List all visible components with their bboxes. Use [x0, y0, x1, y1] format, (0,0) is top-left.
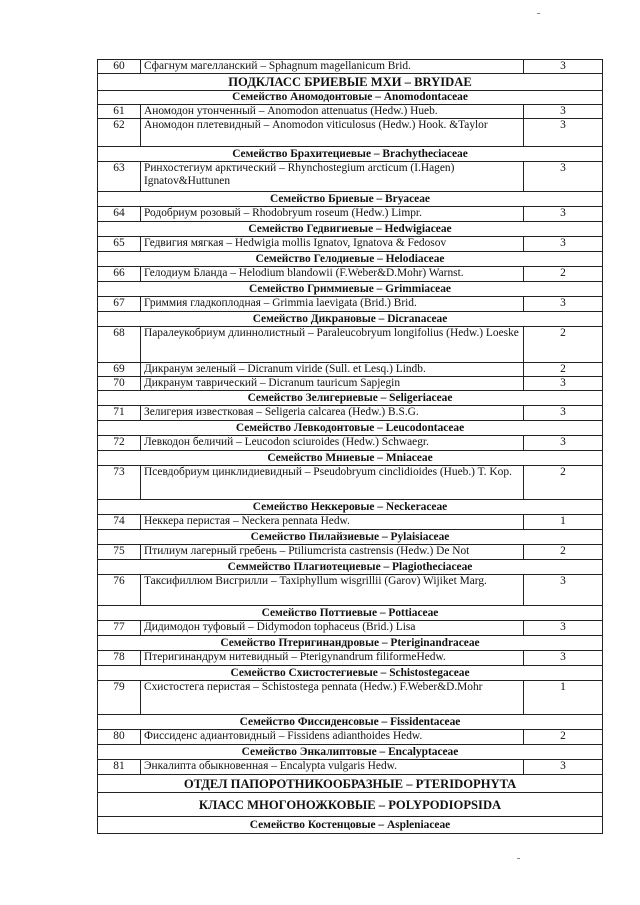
row-number: 76: [98, 575, 141, 606]
section-header-row: [98, 391, 603, 406]
species-name: Паралеукобриум длиннолистный – Paraleucobryum longifolius (Hedw.) Loeske: [141, 327, 524, 363]
section-header: Семейство Неккеровые – Neckeraceae: [98, 500, 603, 515]
row-number: 80: [98, 730, 141, 745]
section-header: Семейство Мниевые – Mniaceae: [98, 451, 603, 466]
table-row: [98, 681, 603, 715]
species-name: Птилиум лагерный гребень – Ptiliumcrista castrensis (Hedw.) De Not: [141, 545, 524, 560]
species-name: Сфагнум магелланский – Sphagnum magellanicum Brid.: [141, 60, 524, 74]
section-header: Семейство Костенцовые – Aspleniaceae: [98, 817, 603, 834]
category-value: 3: [524, 207, 603, 222]
table-row: [98, 60, 603, 74]
category-value: 1: [524, 515, 603, 530]
row-number: 66: [98, 267, 141, 282]
species-name: Аномодон утонченный – Anomodon attenuatus (Hedw.) Hueb.: [141, 105, 524, 119]
row-number: 78: [98, 651, 141, 666]
species-name: Дидимодон туфовый – Didymodon tophaceus (Brid.) Lisa: [141, 621, 524, 636]
row-number: 79: [98, 681, 141, 715]
section-header: Семейство Гедвигиевые – Hedwigiaceae: [98, 222, 603, 237]
row-number: 62: [98, 119, 141, 147]
row-number: 81: [98, 760, 141, 775]
row-number: 75: [98, 545, 141, 560]
table-row: [98, 406, 603, 421]
section-header: Семейство Поттиевые – Pottiaceae: [98, 606, 603, 621]
table-row: [98, 575, 603, 606]
section-header-row: [98, 222, 603, 237]
table-row: [98, 105, 603, 119]
row-number: 73: [98, 466, 141, 500]
category-value: 2: [524, 327, 603, 363]
category-value: 1: [524, 681, 603, 715]
scan-speck: [517, 858, 520, 859]
species-name: Зелигерия известковая – Seligeria calcarea (Hedw.) B.S.G.: [141, 406, 524, 421]
section-header-row: [98, 282, 603, 297]
row-number: 61: [98, 105, 141, 119]
category-value: 3: [524, 237, 603, 252]
table-row: [98, 545, 603, 560]
section-header: Семейство Бриевые – Bryaceae: [98, 192, 603, 207]
species-table-body: [98, 60, 603, 834]
row-number: 70: [98, 377, 141, 391]
section-header-row: [98, 74, 603, 91]
section-header: Семейство Гриммиевые – Grimmiaceae: [98, 282, 603, 297]
category-value: 3: [524, 105, 603, 119]
section-header-row: [98, 793, 603, 817]
table-row: [98, 237, 603, 252]
row-number: 63: [98, 162, 141, 192]
section-header-row: [98, 421, 603, 436]
table-row: [98, 162, 603, 192]
section-header-row: [98, 775, 603, 793]
table-row: [98, 760, 603, 775]
row-number: 72: [98, 436, 141, 451]
table-row: [98, 730, 603, 745]
category-value: 2: [524, 363, 603, 377]
category-value: 3: [524, 377, 603, 391]
category-value: 2: [524, 730, 603, 745]
table-row: [98, 363, 603, 377]
species-name: Энкалипта обыкновенная – Encalypta vulgaris Hedw.: [141, 760, 524, 775]
species-name: Птеригинандрум нитевидный – Pterigynandrum filiformeHedw.: [141, 651, 524, 666]
category-value: 3: [524, 406, 603, 421]
section-header: Семейство Аномодонтовые – Anomodontaceae: [98, 91, 603, 105]
section-header-row: [98, 252, 603, 267]
row-number: 60: [98, 60, 141, 74]
species-name: Фиссиденс адиантовидный – Fissidens adianthoides Hedw.: [141, 730, 524, 745]
species-name: Неккера перистая – Neckera pennata Hedw.: [141, 515, 524, 530]
row-number: 77: [98, 621, 141, 636]
species-table: [97, 59, 603, 834]
table-row: [98, 327, 603, 363]
table-row: [98, 119, 603, 147]
category-value: 3: [524, 297, 603, 312]
species-name: Дикранум таврический – Dicranum tauricum Sapjegin: [141, 377, 524, 391]
section-header: Семейство Фиссиденсовые – Fissidentaceae: [98, 715, 603, 730]
category-value: 3: [524, 621, 603, 636]
category-value: 3: [524, 162, 603, 192]
row-number: 67: [98, 297, 141, 312]
table-row: [98, 651, 603, 666]
row-number: 68: [98, 327, 141, 363]
category-value: 3: [524, 760, 603, 775]
section-header: Семмейство Плагиотециевые – Plagiotheciaceae: [98, 560, 603, 575]
section-header: Семейство Дикрановые – Dicranaceae: [98, 312, 603, 327]
section-header-row: [98, 451, 603, 466]
section-header: Семейство Зелигериевые – Seligeriaceae: [98, 391, 603, 406]
row-number: 69: [98, 363, 141, 377]
category-value: 2: [524, 466, 603, 500]
row-number: 74: [98, 515, 141, 530]
section-header: КЛАСС МНОГОНОЖКОВЫЕ – POLYPODIOPSIDA: [98, 793, 603, 817]
species-name: Таксифиллюм Висгрилли – Taxiphyllum wisgrillii (Garov) Wijiket Marg.: [141, 575, 524, 606]
section-header-row: [98, 192, 603, 207]
section-header: Семейство Пилайзиевые – Pylaisiaceae: [98, 530, 603, 545]
section-header-row: [98, 666, 603, 681]
species-name: Ринхостегиум арктический – Rhynchostegium arcticum (I.Hagen) Ignatov&Huttunen: [141, 162, 524, 192]
species-name: Аномодон плетевидный – Anomodon viticulosus (Hedw.) Hook. &Taylor: [141, 119, 524, 147]
section-header: Семейство Брахитециевые – Brachytheciaceae: [98, 147, 603, 162]
section-header-row: [98, 530, 603, 545]
table-row: [98, 207, 603, 222]
section-header-row: [98, 91, 603, 105]
row-number: 64: [98, 207, 141, 222]
section-header-row: [98, 500, 603, 515]
species-name: Гриммия гладкоплодная – Grimmia laevigata (Brid.) Brid.: [141, 297, 524, 312]
table-row: [98, 436, 603, 451]
category-value: 3: [524, 119, 603, 147]
section-header: ОТДЕЛ ПАПОРОТНИКООБРАЗНЫЕ – PTERIDOPHYTA: [98, 775, 603, 793]
category-value: 3: [524, 575, 603, 606]
category-value: 3: [524, 436, 603, 451]
row-number: 65: [98, 237, 141, 252]
table-row: [98, 466, 603, 500]
table-row: [98, 621, 603, 636]
section-header-row: [98, 715, 603, 730]
species-name: Псевдобриум цинклидиевидный – Pseudobryum cinclidioides (Hueb.) T. Kop.: [141, 466, 524, 500]
species-name: Схистостега перистая – Schistostega pennata (Hedw.) F.Weber&D.Mohr: [141, 681, 524, 715]
category-value: 2: [524, 267, 603, 282]
section-header-row: [98, 745, 603, 760]
species-name: Гедвигия мягкая – Hedwigia mollis Ignatov, Ignatova & Fedosov: [141, 237, 524, 252]
category-value: 2: [524, 545, 603, 560]
section-header-row: [98, 312, 603, 327]
section-header-row: [98, 636, 603, 651]
section-header: Семейство Схистостегиевые – Schistostegaceae: [98, 666, 603, 681]
table-row: [98, 377, 603, 391]
section-header: Семейство Птеригинандровые – Pteriginandraceae: [98, 636, 603, 651]
section-header: ПОДКЛАСС БРИЕВЫЕ МХИ – BRYIDAE: [98, 74, 603, 91]
section-header: Семейство Гелодиевые – Helodiaceae: [98, 252, 603, 267]
section-header: Семейство Левкодонтовые – Leucodontaceae: [98, 421, 603, 436]
section-header-row: [98, 817, 603, 834]
row-number: 71: [98, 406, 141, 421]
species-name: Левкодон беличий – Leucodon sciuroides (Hedw.) Schwaegr.: [141, 436, 524, 451]
section-header-row: [98, 560, 603, 575]
category-value: 3: [524, 60, 603, 74]
section-header-row: [98, 606, 603, 621]
species-name: Родобриум розовый – Rhodobryum roseum (Hedw.) Limpr.: [141, 207, 524, 222]
species-name: Гелодиум Бланда – Helodium blandowii (F.Weber&D.Mohr) Warnst.: [141, 267, 524, 282]
table-row: [98, 297, 603, 312]
section-header: Семейство Энкалиптовые – Encalyptaceae: [98, 745, 603, 760]
scan-speck: [537, 13, 540, 14]
section-header-row: [98, 147, 603, 162]
category-value: 3: [524, 651, 603, 666]
table-row: [98, 515, 603, 530]
table-row: [98, 267, 603, 282]
species-name: Дикранум зеленый – Dicranum viride (Sull. et Lesq.) Lindb.: [141, 363, 524, 377]
